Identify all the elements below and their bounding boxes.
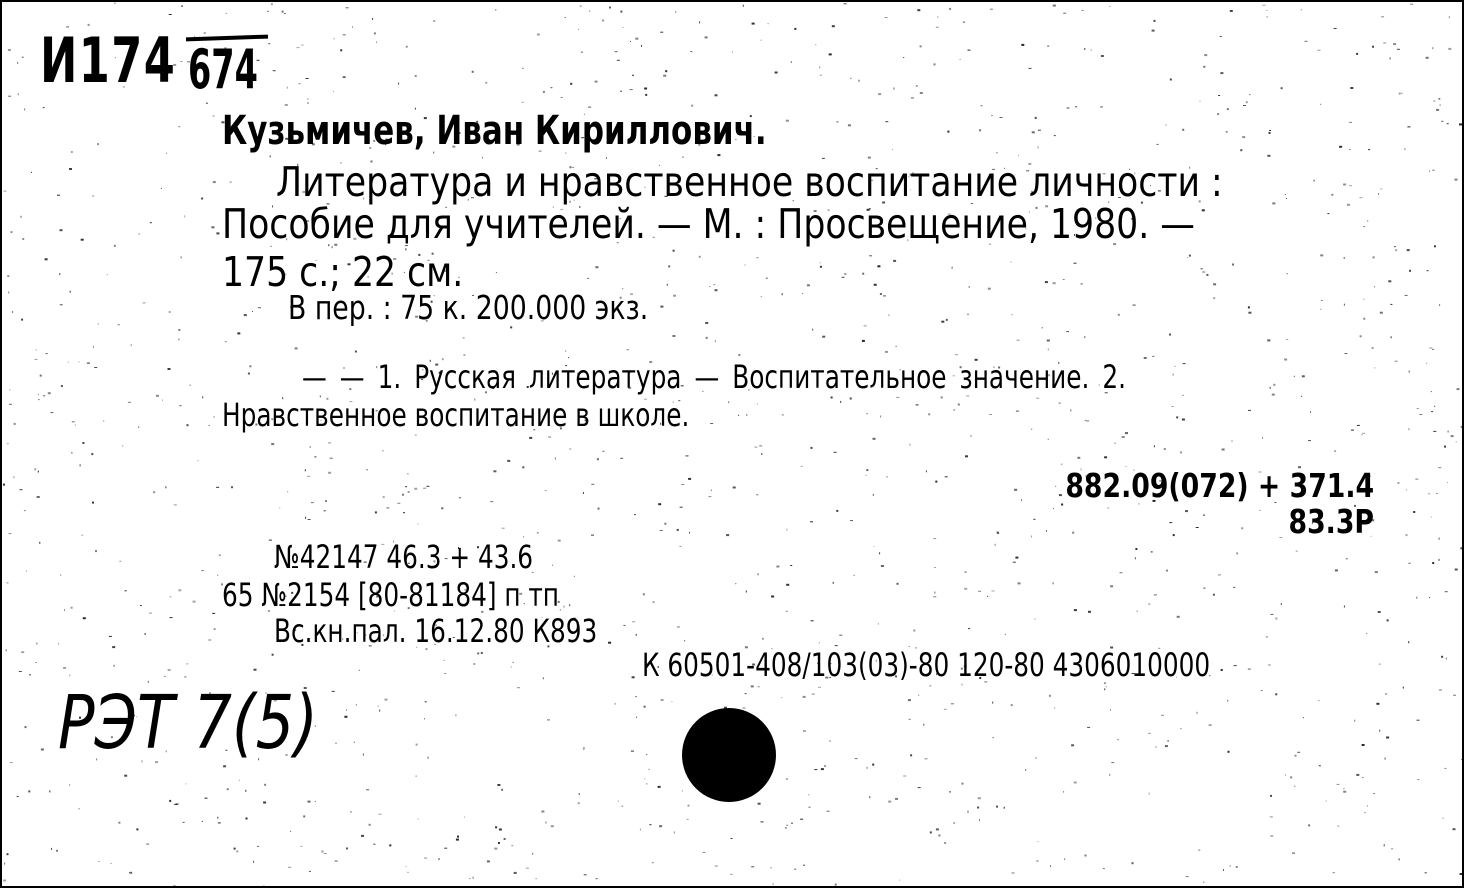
- classification-index-line-2: 83.3Р: [1288, 502, 1374, 541]
- price-and-print-run: В пер. : 75 к. 200.000 экз.: [288, 288, 649, 327]
- registry-number-line-1: №42147 46.3 + 43.6: [274, 538, 534, 576]
- handwritten-shelf-code-sub: 674: [188, 38, 258, 101]
- title-line-2: Пособие для учителей. — М. : Просвещение, 1980. —: [222, 200, 1195, 248]
- publisher-index-code: К 60501-408/103(03)-80 120-80 4306010000: [642, 646, 1211, 684]
- registry-number-line-2: 65 №2154 [80-81184] п тп: [222, 576, 559, 614]
- subject-headings-line-1: — — 1. Русская литература — Воспитательное значение. 2.: [302, 358, 1126, 396]
- classification-index-line-1: 882.09(072) + 371.4: [1065, 466, 1374, 505]
- handwritten-call-number: РЭТ 7(5): [58, 680, 318, 766]
- subject-headings-line-2: Нравственное воспитание в школе.: [222, 396, 690, 434]
- author-heading: Кузьмичев, Иван Кириллович.: [222, 108, 767, 154]
- title-line-1: Литература и нравственное воспитание личности :: [276, 158, 1223, 206]
- handwritten-shelf-code: И174: [40, 24, 177, 97]
- book-chamber-stamp: Вс.кн.пал. 16.12.80 К893: [274, 612, 598, 650]
- card-punch-hole: [682, 708, 776, 802]
- title-line-3: 175 с.; 22 см.: [222, 248, 464, 296]
